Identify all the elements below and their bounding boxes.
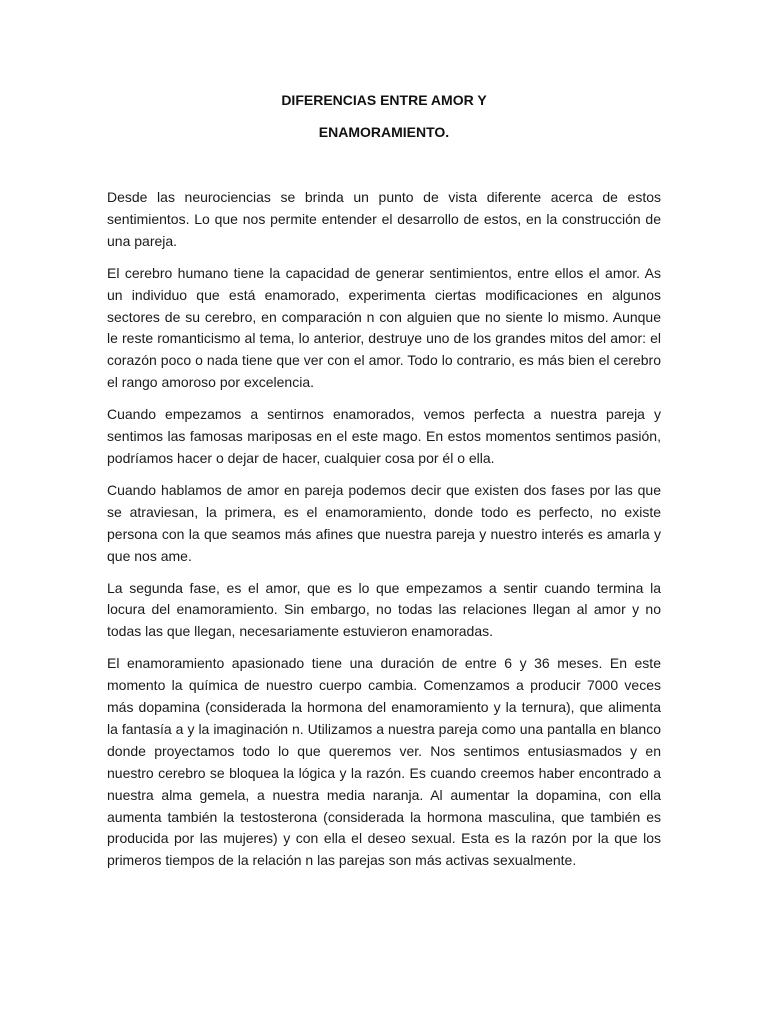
paragraph-2: El cerebro humano tiene la capacidad de generar sentimientos, entre ellos el amor. As un individuo que está enamorado, experimenta ciertas modificaciones en algunos sectores de su cerebro, en comparación n con alguien que no siente lo mismo. Aunque le reste romanticismo al tema, lo anterior, destruye uno de los grandes mitos del amor: el corazón poco o nada tiene que ver con el amor. Todo lo contrario, es más bien el cerebro el rango amoroso por excelencia. — [107, 264, 661, 391]
document-title-line-2: ENAMORAMIENTO. — [318, 124, 450, 140]
document-title-line-1: DIFERENCIAS ENTRE AMOR Y — [281, 92, 487, 108]
paragraph-3: Cuando empezamos a sentirnos enamorados, vemos perfecta a nuestra pareja y sentimos las famosas mariposas en el este mago. En estos momentos sentimos pasión, podríamos hacer o dejar de hacer, cualquier cosa por él o ella. — [107, 406, 661, 466]
paragraph-1: Desde las neurociencias se brinda un punto de vista diferente acerca de estos sentimientos. Lo que nos permite entender el desarrollo de estos, en la construcción de una pareja. — [107, 189, 661, 249]
paragraph-6: El enamoramiento apasionado tiene una duración de entre 6 y 36 meses. En este momento la química de nuestro cuerpo cambia. Comenzamos a producir 7000 veces más dopamina (considerada la hormona del enamoramiento y la ternura), que alimenta la fantasía a y la imaginación n. Utilizamos a nuestra pareja como una pantalla en blanco donde proyectamos todo lo que queremos ver. Nos sentimos entusiasmados y en nuestro cerebro se bloquea la lógica y la razón. Es cuando creemos haber encontrado a nuestra alma gemela, a nuestra media naranja. Al aumentar la dopamina, con ella aumenta también la testosterona (considerada la hormona masculina, que también es producida por las mujeres) y con ella el deseo sexual. Esta es la razón por la que los primeros tiempos de la relación n las parejas son más activas sexualmente. — [107, 655, 661, 869]
paragraph-4: Cuando hablamos de amor en pareja podemos decir que existen dos fases por las que se atraviesan, la primera, es el enamoramiento, donde todo es perfecto, no existe persona con la que seamos más afines que nuestra pareja y nuestro interés es amarla y que nos ame. — [107, 481, 661, 564]
paragraph-5: La segunda fase, es el amor, que es lo que empezamos a sentir cuando termina la locura del enamoramiento. Sin embargo, no todas las relaciones llegan al amor y no todas las que llegan, necesariamente estuvieron enamoradas. — [107, 579, 661, 640]
document-body — [107, 187, 661, 882]
